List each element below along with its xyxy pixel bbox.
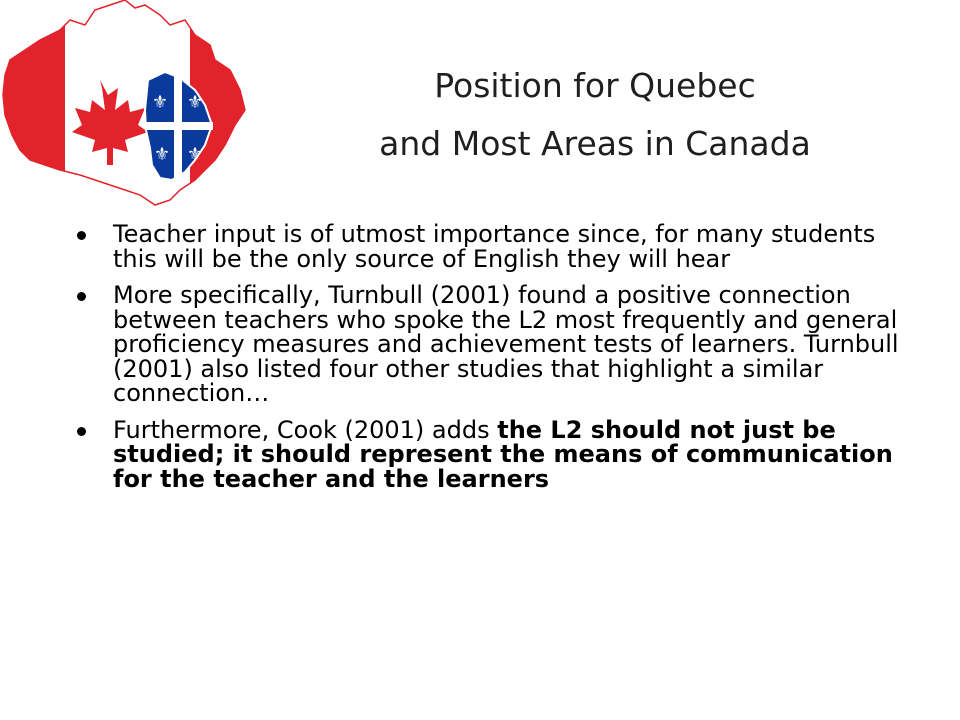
bullet-dot-icon xyxy=(77,231,86,240)
bullet-text-1: Teacher input is of utmost importance since, for many students this will be the only source of English they will hear xyxy=(113,220,876,273)
bullet-text-2: More specifically, Turnbull (2001) found a positive connection between teachers who spoke the L2 most frequently and general proficiency measures and achievement tests of learners. Turnbull (2001) also listed four other studies that highlight a similar connection… xyxy=(113,281,899,407)
svg-text:⚜: ⚜ xyxy=(186,92,204,113)
slide-title xyxy=(290,66,900,164)
svg-text:⚜: ⚜ xyxy=(186,144,204,165)
bullet-item-2 xyxy=(73,283,918,406)
bullet-item-3 xyxy=(73,415,918,493)
bullet-dot-icon xyxy=(77,427,86,436)
svg-text:⚜: ⚜ xyxy=(151,92,169,113)
bullet-dot-icon xyxy=(77,292,86,301)
canada-quebec-flag-map-icon xyxy=(0,0,250,215)
svg-text:⚜: ⚜ xyxy=(153,144,171,165)
title-line-2: and Most Areas in Canada xyxy=(379,124,811,163)
bullet-text-3-bold: the L2 should not just be studied; it should represent the means of communication for the teacher and the learners xyxy=(113,415,893,493)
bullet-list xyxy=(73,222,918,503)
title-line-1: Position for Quebec xyxy=(434,66,756,105)
bullet-text-3-plain: Furthermore, Cook (2001) adds xyxy=(113,415,498,444)
bullet-item-1 xyxy=(73,222,918,271)
